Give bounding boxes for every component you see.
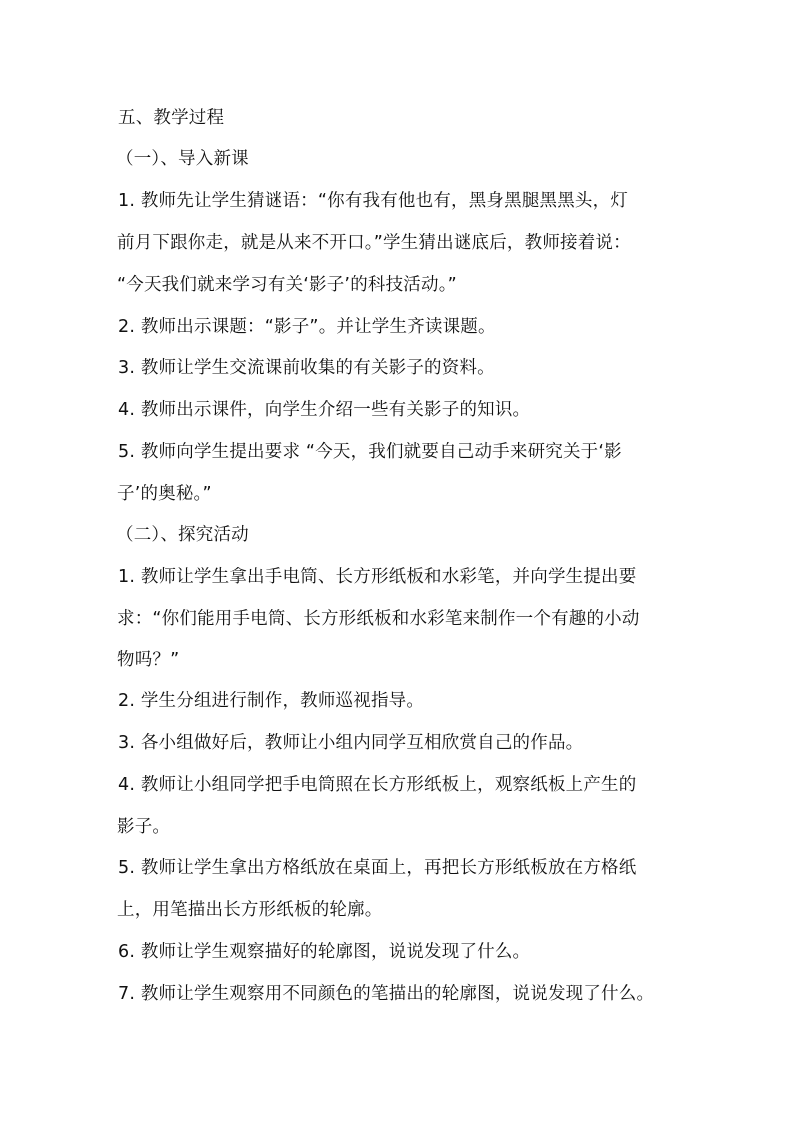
paragraph-line: 前月下跟你走，就是从来不开口。”学生猜出谜底后，教师接着说： — [117, 233, 631, 253]
paragraph-line: 2. 教师出示课题：“影子”。并让学生齐读课题。 — [118, 317, 496, 337]
paragraph-line: 7. 教师让学生观察用不同颜色的笔描出的轮廓图，说说发现了什么。 — [118, 984, 655, 1004]
paragraph-line: 3. 教师让学生交流课前收集的有关影子的资料。 — [118, 358, 495, 378]
section-title: 五、教学过程 — [118, 108, 225, 128]
part-title-intro: （一）、导入新课 — [116, 149, 249, 169]
paragraph-line: “今天我们就来学习有关‘影子’的科技活动。” — [117, 275, 457, 295]
paragraph-line: 影子。 — [117, 817, 171, 837]
paragraph-line: 上，用笔描出长方形纸板的轮廓。 — [117, 900, 383, 920]
paragraph-line: 4. 教师出示课件，向学生介绍一些有关影子的知识。 — [118, 400, 531, 420]
paragraph-line: 求：“你们能用手电筒、长方形纸板和水彩笔来制作一个有趣的小动 — [117, 609, 640, 629]
paragraph-line: 1. 教师让学生拿出手电筒、长方形纸板和水彩笔，并向学生提出要 — [118, 567, 637, 587]
paragraph-line: 3. 各小组做好后，教师让小组内同学互相欣赏自己的作品。 — [118, 733, 584, 753]
paragraph-line: 5. 教师让学生拿出方格纸放在桌面上，再把长方形纸板放在方格纸 — [118, 858, 637, 878]
paragraph-line: 子’的奥秘。” — [117, 484, 212, 504]
part-title-explore: （二）、探究活动 — [116, 525, 249, 545]
paragraph-line: 物吗？” — [117, 650, 180, 670]
paragraph-line: 5. 教师向学生提出要求 “今天，我们就要自己动手来研究关于‘影 — [118, 442, 622, 462]
paragraph-line: 6. 教师让学生观察描好的轮廓图，说说发现了什么。 — [118, 942, 531, 962]
paragraph-line: 2. 学生分组进行制作，教师巡视指导。 — [118, 691, 425, 711]
paragraph-line: 4. 教师让小组同学把手电筒照在长方形纸板上，观察纸板上产生的 — [118, 775, 637, 795]
paragraph-line: 1. 教师先让学生猜谜语：“你有我有他也有，黑身黑腿黑黑头，灯 — [118, 191, 629, 211]
